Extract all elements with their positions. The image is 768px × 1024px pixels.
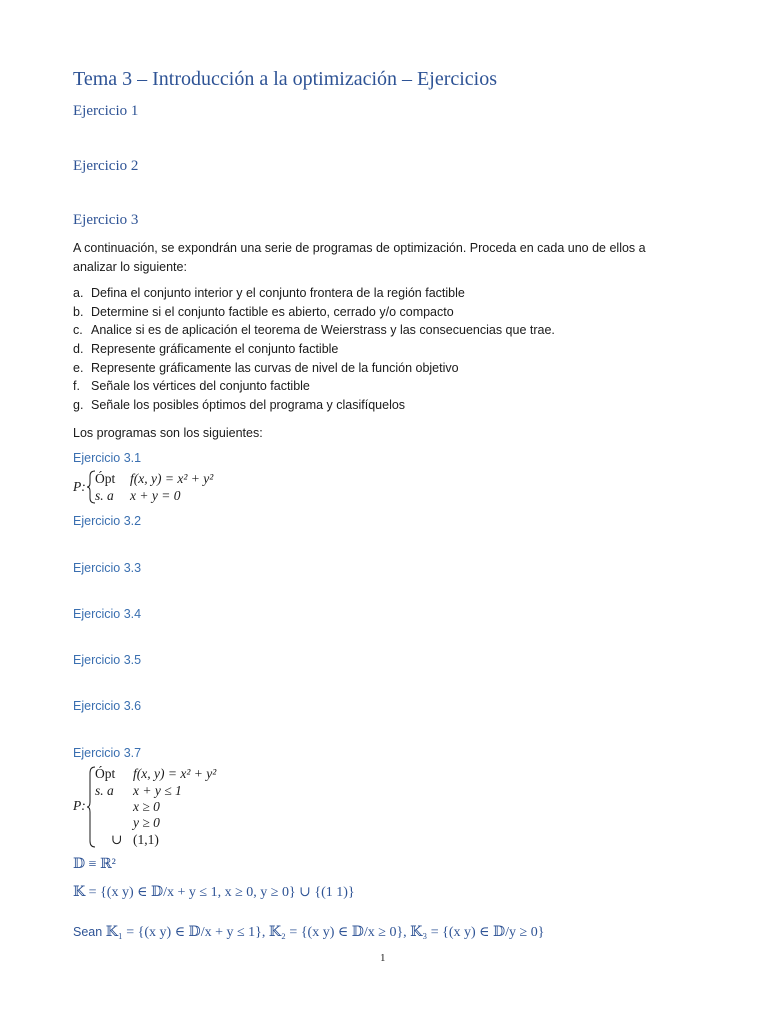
task-list [73,284,555,415]
constraint-3: y ≥ 0 [133,815,160,830]
program-label: P: [73,798,86,813]
subsets-expression: 𝕂₁ = {(x y) ∈ 𝔻/x + y ≤ 1}, 𝕂₂ = {(x y) ∈ 𝔻/x ≥ 0}, 𝕂₃ = {(x y) ∈ 𝔻/y ≥ 0} [105,925,545,940]
list-item: e. Represente gráficamente las curvas de nivel de la función objetivo [73,360,459,375]
objective-function: f(x, y) = x² + y² [133,766,217,781]
heading-ejercicio-3-4: Ejercicio 3.4 [73,607,142,621]
constraint: x + y = 0 [130,488,181,503]
constraint-2: x ≥ 0 [133,799,160,814]
list-item: c. Analice si es de aplicación el teorema de Weierstrass y las consecuencias que trae. [73,323,555,338]
list-item: g. Señale los posibles óptimos del programa y clasifíquelos [73,398,406,413]
heading-ejercicio-3-5: Ejercicio 3.5 [73,653,142,667]
feasible-set-definition: 𝕂 = {(x y) ∈ 𝔻/x + y ≤ 1, x ≥ 0, y ≥ 0} ∪ {(1 1)} [73,885,355,900]
programs-intro: Los programas son los siguientes: [73,426,263,440]
heading-ejercicio-1: Ejercicio 1 [73,103,139,119]
heading-ejercicio-2: Ejercicio 2 [73,158,139,174]
intro-paragraph: A continuación, se expondrán una serie de programas de optimización. Proceda en cada uno de ellos a analizar lo siguiente: [73,241,646,274]
subject-to: s. a [95,783,114,798]
opt-keyword: Ópt [95,471,116,486]
opt-keyword: Ópt [95,766,116,781]
subsets-definition [73,924,544,941]
list-item: b. Determine si el conjunto factible es abierto, cerrado y/o compacto [73,304,454,319]
list-item: f. Señale los vértices del conjunto factible [73,379,310,394]
heading-ejercicio-3-1: Ejercicio 3.1 [73,451,142,465]
list-item: d. Represente gráficamente el conjunto factible [73,342,339,357]
objective-function: f(x, y) = x² + y² [130,471,214,486]
constraint-4: (1,1) [133,832,159,847]
document-title: Tema 3 – Introducción a la optimización – Ejercicios [73,68,498,90]
heading-ejercicio-3-2: Ejercicio 3.2 [73,514,142,528]
constraint-1: x + y ≤ 1 [133,783,182,798]
program-label: P: [73,479,86,494]
heading-ejercicio-3-7: Ejercicio 3.7 [73,746,142,760]
page-number: 1 [380,952,386,964]
union-symbol: ∪ [111,832,123,847]
subject-to: s. a [95,488,114,503]
heading-ejercicio-3-6: Ejercicio 3.6 [73,699,142,713]
list-item: a. Defina el conjunto interior y el conjunto frontera de la región factible [73,286,465,300]
heading-ejercicio-3: Ejercicio 3 [73,212,139,228]
domain-definition: 𝔻 ≡ ℝ² [73,857,116,872]
sean-word: Sean [73,925,103,939]
heading-ejercicio-3-3: Ejercicio 3.3 [73,561,142,575]
